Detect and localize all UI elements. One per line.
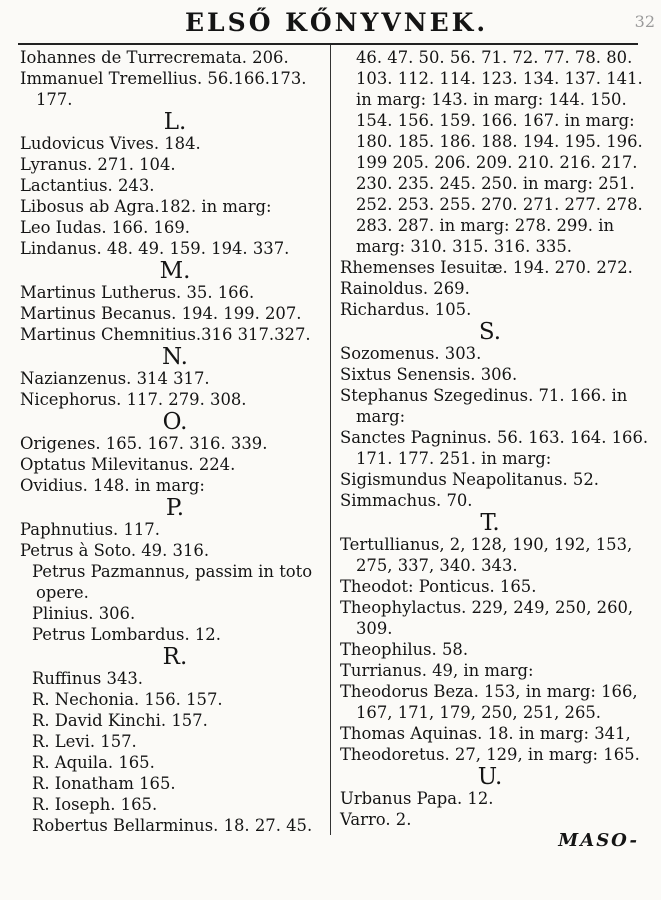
index-entry: Theodoretus. 27, 129, in marg: 165. [340,745,640,764]
index-entry: Petrus Lombardus. 12. [32,625,221,644]
index-entry: Thomas Aquinas. 18. in marg: 341, [340,724,631,743]
index-column-right [340,47,649,830]
index-entry-continuation: 171. 177. 251. in marg: [356,449,552,468]
index-entry: Robertus Bellarminus. 18. 27. 45. [32,816,313,835]
index-entry: Theophilus. 58. [340,640,469,659]
section-letter: R. [162,644,188,670]
index-entry: Plinius. 306. [32,604,136,623]
index-entry: R. Aquila. 165. [32,753,155,772]
index-entry-continuation: opere. [36,583,89,602]
index-entry: Martinus Chemnitius.316 317.327. [20,325,311,344]
section-letter: T. [480,510,500,536]
index-entry: R. David Kinchi. 157. [32,711,208,730]
section-letter: S. [478,319,502,345]
index-entry-continuation: in marg: 143. in marg: 144. 150. [356,90,627,109]
index-entry-continuation: 199 205. 206. 209. 210. 216. 217. [356,153,638,172]
index-entry-continuation: marg: [356,407,406,426]
index-entry: Ruffinus 343. [32,669,144,688]
column-divider [330,45,331,835]
index-entry: Origenes. 165. 167. 316. 339. [20,434,268,453]
index-entry-continuation: 180. 185. 186. 188. 194. 195. 196. [356,132,643,151]
index-entry: Stephanus Szegedinus. 71. 166. in [340,386,628,405]
index-entry: Rhemenses Iesuitæ. 194. 270. 272. [340,258,633,277]
index-entry-continuation: 309. [356,619,393,638]
index-entry: Lyranus. 271. 104. [20,155,176,174]
index-entry: Sigismundus Neapolitanus. 52. [340,470,599,489]
index-entry-continuation: 177. [36,90,73,109]
section-letter: M. [159,258,191,284]
index-entry: Paphnutius. 117. [20,520,160,539]
index-entry: Martinus Lutherus. 35. 166. [20,283,255,302]
index-entry: Theodorus Beza. 153, in marg: 166, [340,682,638,701]
index-entry: Simmachus. 70. [340,491,473,510]
page-number: 32 [634,12,655,31]
index-entry: Tertullianus, 2, 128, 190, 192, 153, [340,535,633,554]
index-entry-continuation: 154. 156. 159. 166. 167. in marg: [356,111,635,130]
section-letter: U. [477,764,503,790]
index-entry: Petrus à Soto. 49. 316. [20,541,210,560]
header-rule [18,43,638,45]
index-entry: Petrus Pazmannus, passim in toto [32,562,313,581]
index-entry: R. Levi. 157. [32,732,137,751]
index-entry-continuation: 46. 47. 50. 56. 71. 72. 77. 78. 80. [356,48,633,67]
index-entry: Nazianzenus. 314 317. [20,369,210,388]
index-entry: Leo Iudas. 166. 169. [20,218,190,237]
section-letter: L. [163,109,187,135]
catchword: MASO- [558,830,639,851]
index-entry: Theodot: Ponticus. 165. [340,577,537,596]
running-header [0,4,661,40]
index-entry-continuation: 103. 112. 114. 123. 134. 137. 141. [356,69,643,88]
index-entry: R. Nechonia. 156. 157. [32,690,223,709]
index-entry: Turrianus. 49, in marg: [340,661,534,680]
index-entry: Ovidius. 148. in marg: [20,476,205,495]
section-letter: N. [162,344,188,370]
index-entry: Lindanus. 48. 49. 159. 194. 337. [20,239,290,258]
index-entry-continuation: 283. 287. in marg: 278. 299. in [356,216,615,235]
index-entry: Martinus Becanus. 194. 199. 207. [20,304,302,323]
index-entry-continuation: marg: 310. 315. 316. 335. [356,237,572,256]
index-entry: Ludovicus Vives. 184. [20,134,201,153]
index-entry: Urbanus Papa. 12. [340,789,494,808]
index-entry: R. Ioseph. 165. [32,795,158,814]
index-entry: R. Ionatham 165. [32,774,176,793]
index-entry: Rainoldus. 269. [340,279,470,298]
index-column-left [20,47,330,836]
index-entry: Iohannes de Turrecremata. 206. [20,48,289,67]
page-title: ELSŐ KŐNYVNEK. [185,8,489,37]
index-entry-continuation: 230. 235. 245. 250. in marg: 251. [356,174,635,193]
index-entry: Sozomenus. 303. [340,344,482,363]
index-entry: Sanctes Pagninus. 56. 163. 164. 166. [340,428,649,447]
index-entry: Theophylactus. 229, 249, 250, 260, [340,598,634,617]
index-entry: Libosus ab Agra.182. in marg: [20,197,272,216]
index-entry: Nicephorus. 117. 279. 308. [20,390,247,409]
section-letter: O. [162,409,188,435]
index-entry: Immanuel Tremellius. 56.166.173. [20,69,307,88]
index-entry: Varro. 2. [340,810,412,829]
index-entry: Optatus Milevitanus. 224. [20,455,236,474]
index-entry-continuation: 275, 337, 340. 343. [356,556,518,575]
section-letter: P. [165,495,185,521]
index-entry: Richardus. 105. [340,300,472,319]
index-entry-continuation: 167, 171, 179, 250, 251, 265. [356,703,602,722]
index-entry: Sixtus Senensis. 306. [340,365,518,384]
index-entry-continuation: 252. 253. 255. 270. 271. 277. 278. [356,195,643,214]
index-entry: Lactantius. 243. [20,176,155,195]
